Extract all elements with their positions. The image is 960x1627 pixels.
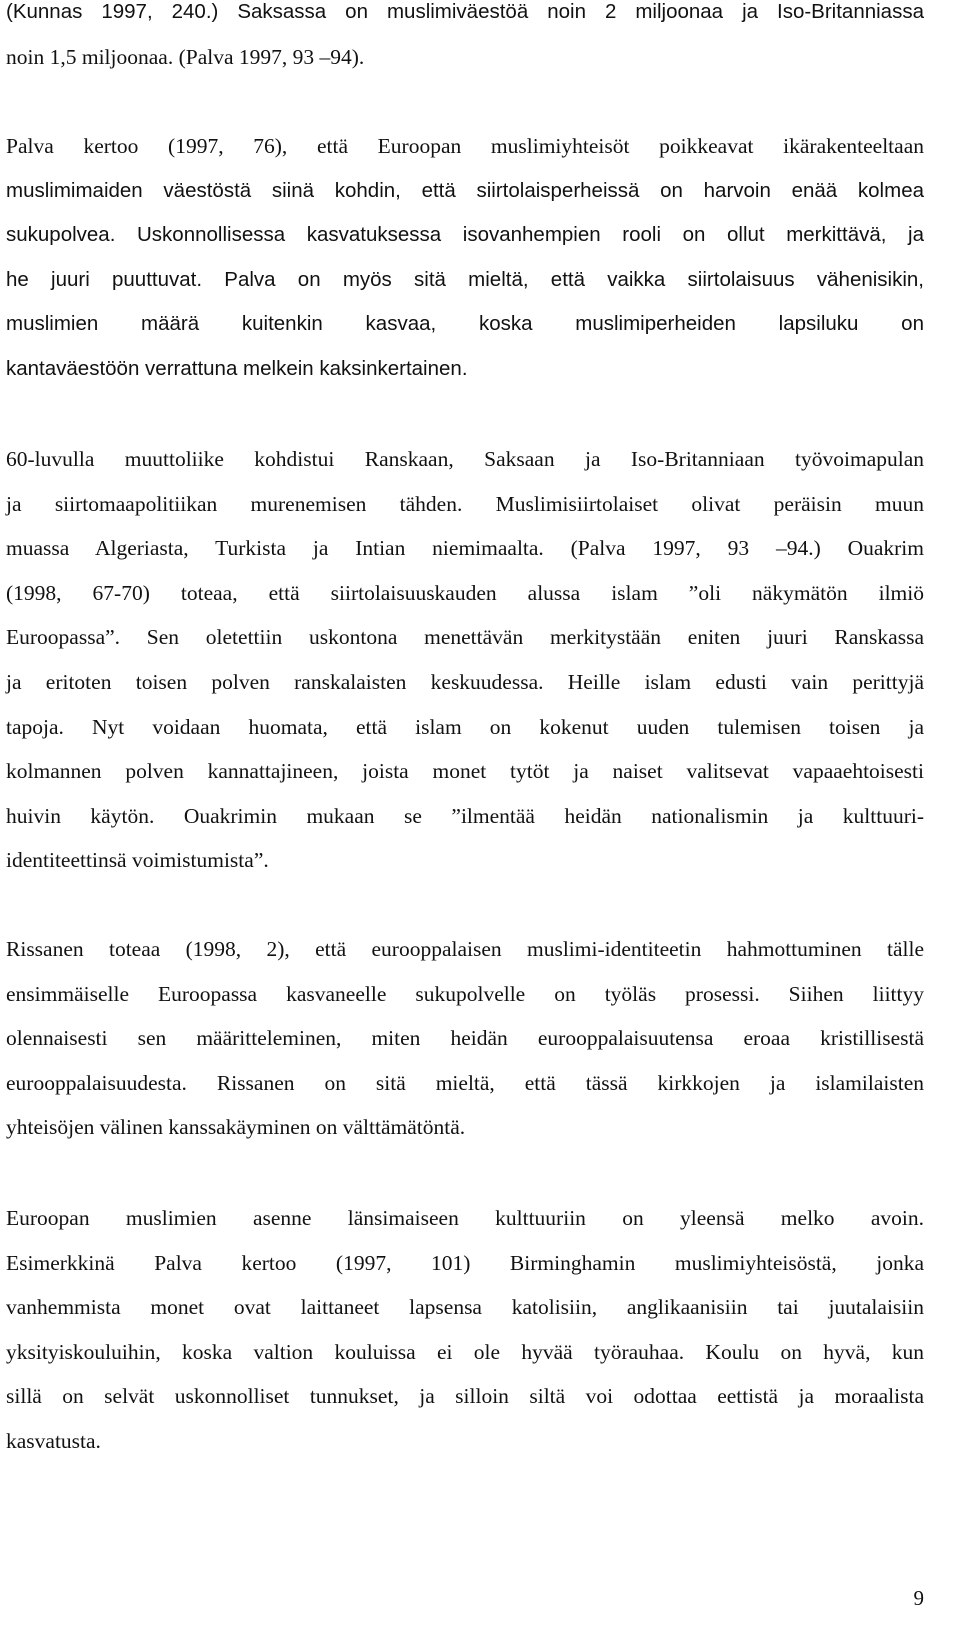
text-line: he juuri puuttuvat. Palva on myös sitä mieltä, että vaikka siirtolaisuus vähenisikin, <box>6 267 924 291</box>
text-line: identiteettinsä voimistumista”. <box>6 848 269 873</box>
text-line: olennaisesti sen määritteleminen, miten heidän eurooppalaisuutensa eroaa kristillisestä <box>6 1026 924 1051</box>
text-line: muslimimaiden väestöstä siinä kohdin, että siirtolaisperheissä on harvoin enää kolmea <box>6 178 924 202</box>
text-line: tapoja. Nyt voidaan huomata, että islam on kokenut uuden tulemisen toisen ja <box>6 714 924 739</box>
page-number: 9 <box>913 1586 924 1610</box>
text-line: Euroopassa”. Sen oletettiin uskontona menettävän merkitystään eniten juuri Ranskassa <box>6 625 924 650</box>
text-line: Rissanen toteaa (1998, 2), että eurooppalaisen muslimi-identiteetin hahmottuminen tälle <box>6 937 924 961</box>
text-line: vanhemmista monet ovat laittaneet lapsensa katolisiin, anglikaanisiin tai juutalaisiin <box>6 1295 924 1320</box>
paragraph-2 <box>6 124 924 392</box>
text-line: Palva kertoo (1997, 76), että Euroopan muslimiyhteisöt poikkeavat ikärakenteeltaan <box>6 134 924 158</box>
paragraph-5 <box>6 1196 924 1464</box>
text-line: huivin käytön. Ouakrimin mukaan se ”ilmentää heidän nationalismin ja kulttuuri- <box>6 803 924 828</box>
text-line: sukupolvea. Uskonnollisessa kasvatuksessa isovanhempien rooli on ollut merkittävä, ja <box>6 223 924 247</box>
text-line: eurooppalaisuudesta. Rissanen on sitä mieltä, että tässä kirkkojen ja islamilaisten <box>6 1070 924 1095</box>
text-line: sillä on selvät uskonnolliset tunnukset, ja silloin siltä voi odottaa eettistä ja moraalista <box>6 1384 924 1409</box>
text-line: kolmannen polven kannattajineen, joista monet tytöt ja naiset valitsevat vapaaehtoisesti <box>6 759 924 784</box>
text-line: noin 1,5 miljoonaa. (Palva 1997, 93 –94). <box>6 44 365 69</box>
paragraph-4 <box>6 927 924 1150</box>
text-line: yhteisöjen välinen kanssakäyminen on välttämätöntä. <box>6 1115 466 1140</box>
text-line: 60-luvulla muuttoliike kohdistui Ranskaan, Saksaan ja Iso-Britanniaan työvoimapulan <box>6 447 924 471</box>
text-line: ja eritoten toisen polven ranskalaisten keskuudessa. Heille islam edusti vain perittyjä <box>6 669 924 694</box>
text-line: kantaväestöön verrattuna melkein kaksinkertainen. <box>6 356 468 380</box>
text-line: yksityiskouluihin, koska valtion kouluissa ei ole hyvää työrauhaa. Koulu on hyvä, kun <box>6 1339 924 1364</box>
text-line: ja siirtomaapolitiikan murenemisen tähden. Muslimisiirtolaiset olivat peräisin muun <box>6 491 924 516</box>
text-line: muassa Algeriasta, Turkista ja Intian niemimaalta. (Palva 1997, 93 –94.) Ouakrim <box>6 536 924 561</box>
text-line: muslimien määrä kuitenkin kasvaa, koska muslimiperheiden lapsiluku on <box>6 312 924 336</box>
text-line: Euroopan muslimien asenne länsimaiseen kulttuuriin on yleensä melko avoin. <box>6 1206 924 1230</box>
paragraph-1 <box>6 0 924 79</box>
text-line: (1998, 67-70) toteaa, että siirtolaisuuskauden alussa islam ”oli näkymätön ilmiö <box>6 580 924 605</box>
text-line: ensimmäiselle Euroopassa kasvaneelle sukupolvelle on työläs prosessi. Siihen liittyy <box>6 981 924 1006</box>
text-line: kasvatusta. <box>6 1428 101 1453</box>
text-line: Esimerkkinä Palva kertoo (1997, 101) Birminghamin muslimiyhteisöstä, jonka <box>6 1250 924 1275</box>
text-line: (Kunnas 1997, 240.) Saksassa on muslimiväestöä noin 2 miljoonaa ja Iso-Britanniassa <box>6 0 924 23</box>
paragraph-3 <box>6 437 924 883</box>
